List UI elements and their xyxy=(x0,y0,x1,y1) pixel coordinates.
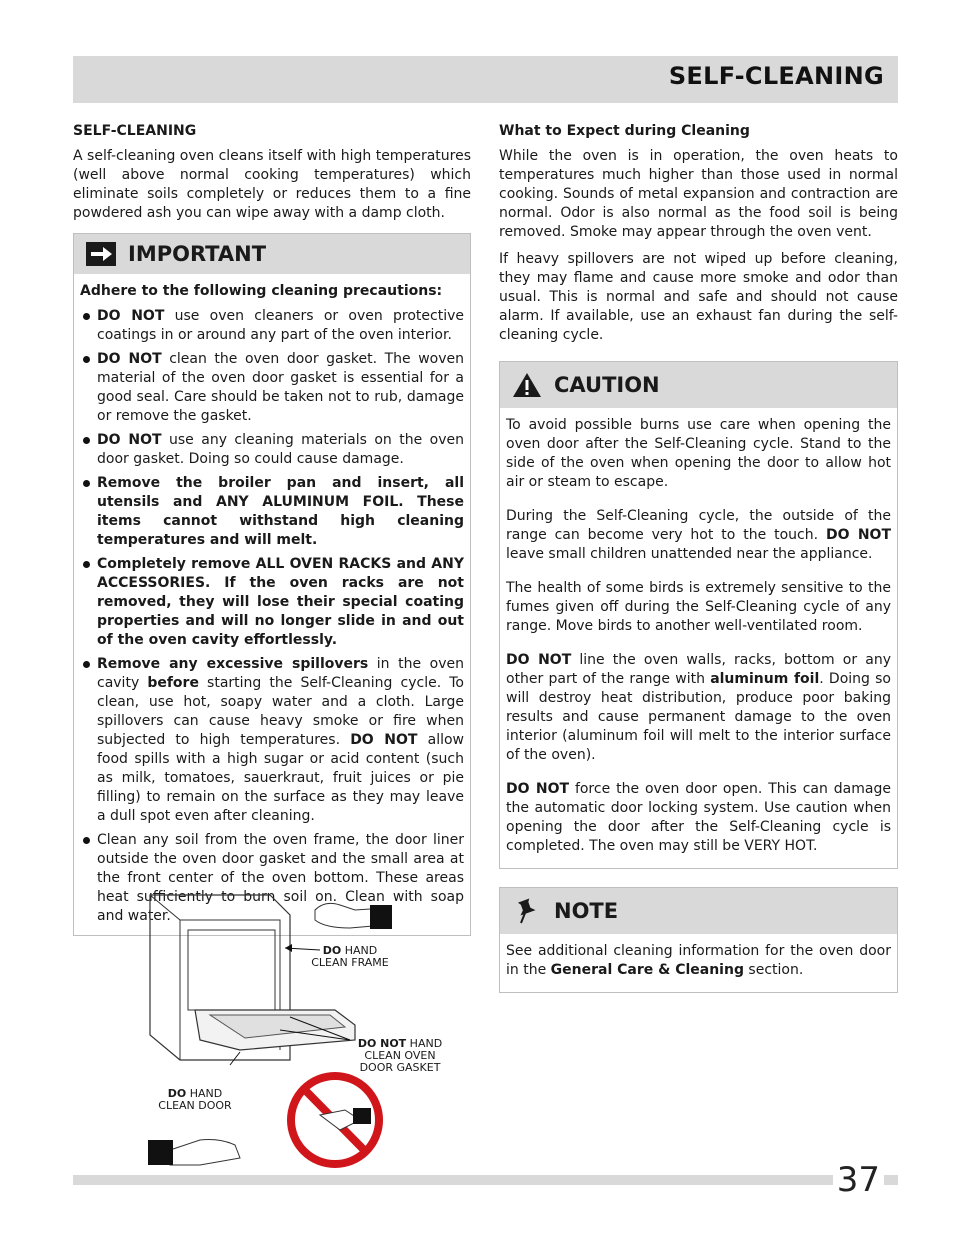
caution-paragraph-3: The health of some birds is extremely sensitive to the fumes given off during the Self-Cleaning cycle of any range. Move birds to another well-ventilated room. xyxy=(506,580,891,634)
precautions-heading: Adhere to the following cleaning precautions: xyxy=(80,283,443,299)
pushpin-icon xyxy=(510,898,544,924)
list-item: Clean any soil from the oven frame, the door liner outside the oven door gasket and the small area at the front center of the oven bottom. These areas heat sufficiently to burn soil on. Clean with soap and water. xyxy=(80,831,464,926)
expect-heading: What to Expect during Cleaning xyxy=(499,123,750,139)
list-item: Remove the broiler pan and insert, all utensils and ANY ALUMINUM FOIL. These items cannot withstand high cleaning temperatures and will melt. xyxy=(80,474,464,550)
list-item: Remove any excessive spillovers in the oven cavity before starting the Self-Cleaning cycle. To clean, use hot, soapy water and a cloth. Large spillovers can cause heavy smoke or fire when subjected to high temperatures. DO NOT allow food spills with a high sugar or acid content (such as milk, tomatoes, sauerkraut, fruit juices or pie filling) to remain on the surface as they may leave a dull spot even after cleaning. xyxy=(80,655,464,826)
note-paragraph: See additional cleaning information for the oven door in the General Care & Cleaning section. xyxy=(506,943,891,978)
caution-paragraph-4: DO NOT line the oven walls, racks, bottom or any other part of the range with aluminum foil. Doing so will destroy heat distribution, produce poor baking results and cause permanent damage to the oven interior (aluminum foil will melt to the interior surface of the oven). xyxy=(506,652,891,763)
right-column xyxy=(499,122,898,993)
oven-cleaning-illustration xyxy=(140,890,460,1170)
list-item: DO NOT clean the oven door gasket. The woven material of the oven door gasket is essential for a good seal. Care should be taken not to rub, damage or remove the gasket. xyxy=(80,350,464,426)
caution-header xyxy=(500,362,897,408)
label-clean-door: DO HAND CLEAN DOOR xyxy=(158,1087,232,1112)
warning-triangle-icon xyxy=(510,372,544,398)
caution-paragraph-2: During the Self-Cleaning cycle, the outside of the range can become very hot to the touch. DO NOT leave small children unattended near the appliance. xyxy=(506,508,891,562)
precautions-list xyxy=(80,307,464,926)
oven-drawing xyxy=(140,890,460,1170)
left-column xyxy=(73,122,471,936)
important-title: IMPORTANT xyxy=(128,241,267,266)
label-door-gasket: DO NOT HAND CLEAN OVEN DOOR GASKET xyxy=(357,1037,443,1074)
caution-body xyxy=(500,408,897,868)
note-body xyxy=(500,934,897,992)
caution-paragraph-5: DO NOT force the oven door open. This can damage the automatic door locking system. Use caution when opening the door after the Self-Cleaning cycle is completed. The oven may still be VERY HOT. xyxy=(506,781,891,854)
note-header xyxy=(500,888,897,934)
caution-title: CAUTION xyxy=(554,372,660,397)
important-header xyxy=(74,234,470,274)
arrow-right-icon xyxy=(84,241,118,267)
page-title: SELF-CLEANING xyxy=(668,62,884,90)
note-title: NOTE xyxy=(554,898,619,923)
list-item: DO NOT use oven cleaners or oven protective coatings in or around any part of the oven interior. xyxy=(80,307,464,345)
list-item: Completely remove ALL OVEN RACKS and ANY ACCESSORIES. If the oven racks are not removed, they will lose their special coating properties and will no longer slide in and out of the oven cavity effortlessly. xyxy=(80,555,464,650)
intro-paragraph: A self-cleaning oven cleans itself with high temperatures (well above normal cooking temperatures) which eliminate soils completely or reduces them to a fine powdered ash you can wipe away with a damp cloth. xyxy=(73,148,471,221)
section-heading: SELF-CLEANING xyxy=(73,123,197,139)
caution-paragraph-1: To avoid possible burns use care when opening the oven door after the Self-Cleaning cycle. Stand to the side of the oven when opening the door to allow hot air or steam to escape. xyxy=(506,417,891,490)
list-item: DO NOT use any cleaning materials on the oven door gasket. Doing so could cause damage. xyxy=(80,431,464,469)
label-clean-frame: DO HAND CLEAN FRAME xyxy=(311,944,389,969)
footer-bar xyxy=(73,1175,898,1185)
expect-paragraph-1: While the oven is in operation, the oven heats to temperatures much higher than those used in normal cooking. Sounds of metal expansion and contraction are normal. Odor is also normal as the food soil is being removed. Smoke may appear through the oven vent. xyxy=(499,148,898,240)
header-bar xyxy=(73,56,898,103)
page-number: 37 xyxy=(833,1160,884,1200)
note-box xyxy=(499,887,898,993)
important-box xyxy=(73,233,471,936)
expect-paragraph-2: If heavy spillovers are not wiped up before cleaning, they may flame and cause more smoke and odor than usual. This is normal and safe and should not cause alarm. If available, use an exhaust fan during the self-cleaning cycle. xyxy=(499,251,898,343)
caution-box xyxy=(499,361,898,869)
important-body xyxy=(74,274,470,935)
